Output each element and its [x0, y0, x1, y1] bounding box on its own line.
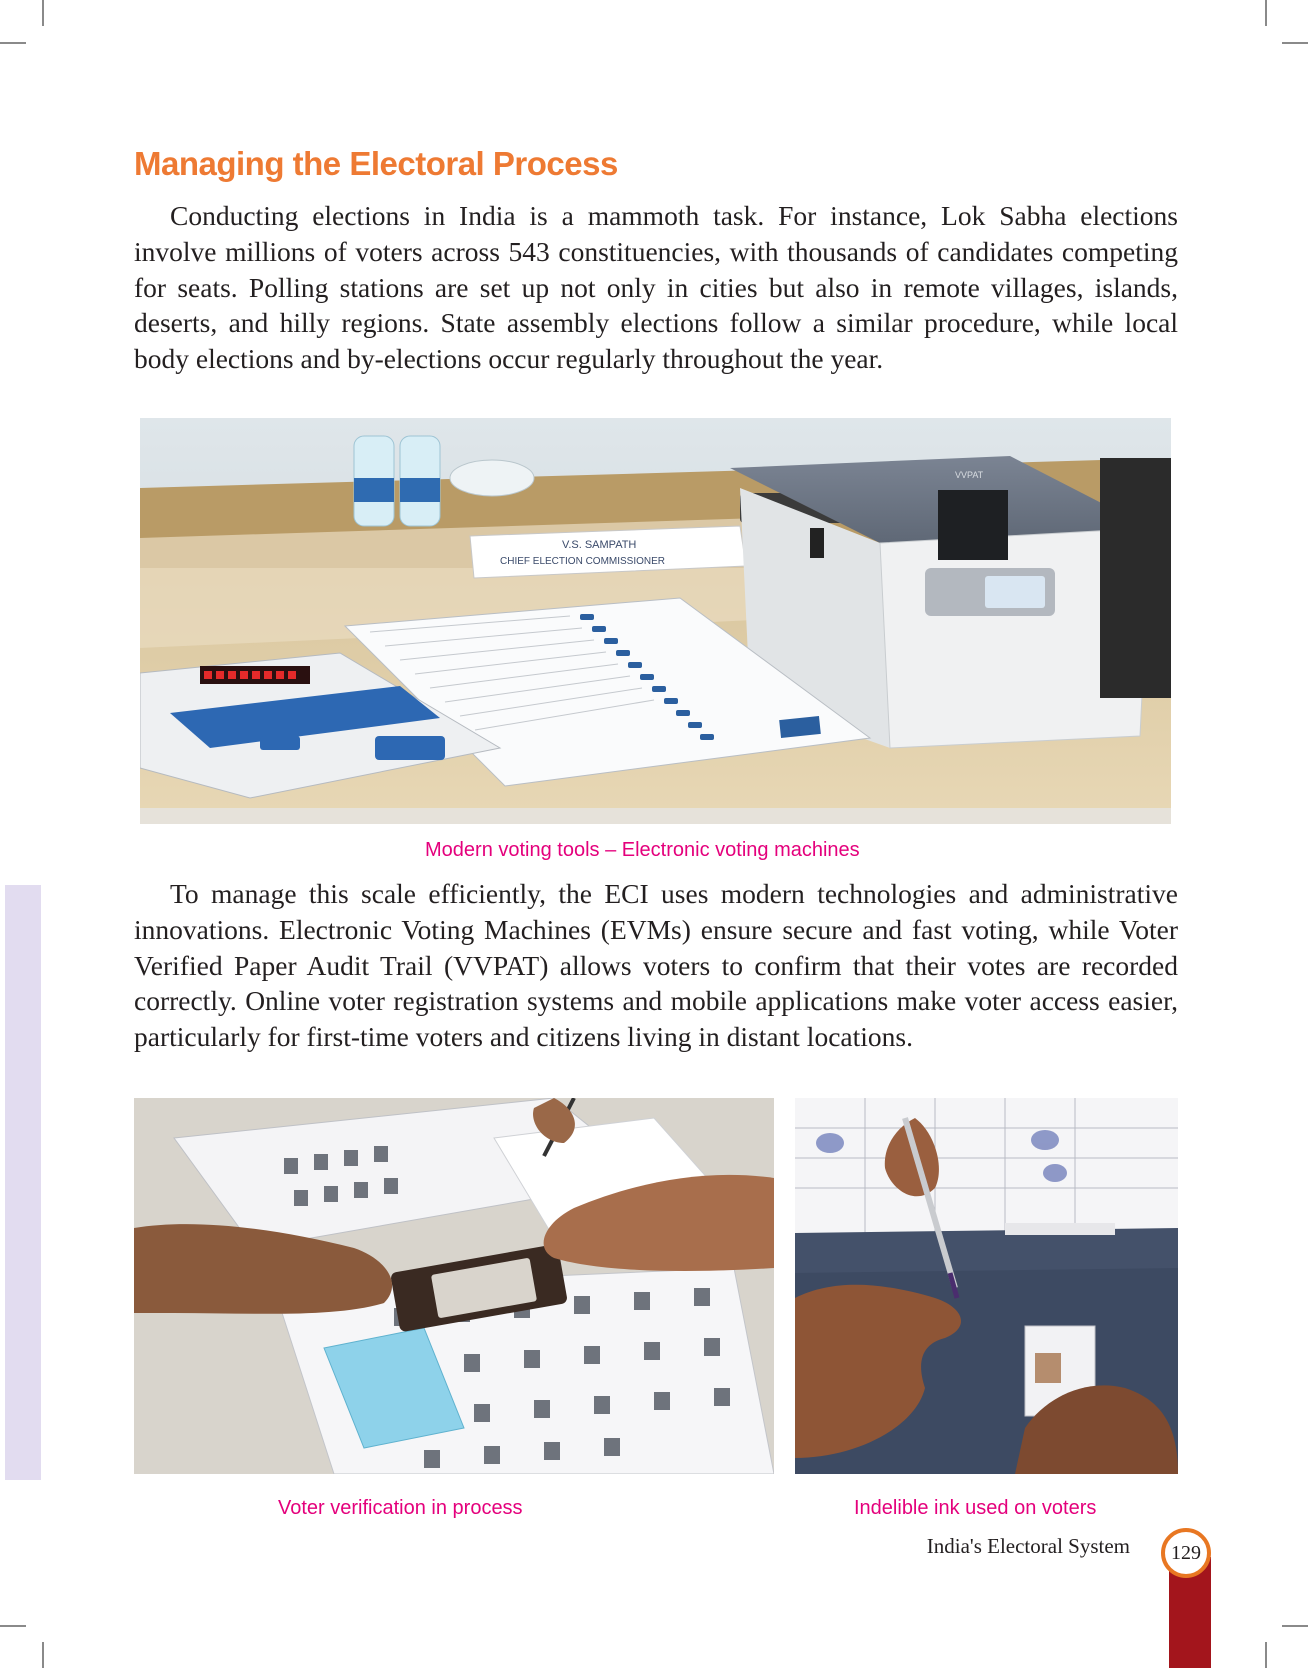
evm-illustration: [140, 418, 1171, 824]
crop-mark: [1265, 0, 1267, 26]
paragraph-intro: [134, 198, 1178, 377]
verification-caption: Voter verification in process: [278, 1497, 523, 1519]
crop-mark: [1282, 42, 1308, 44]
crop-mark: [1265, 1642, 1267, 1668]
vvpat-label: VVPAT: [955, 470, 984, 480]
crop-mark: [42, 0, 44, 26]
indelible-ink-illustration: [795, 1098, 1178, 1474]
margin-strip: [5, 885, 41, 1480]
crop-mark: [0, 1625, 26, 1627]
page-number: 129: [1161, 1528, 1211, 1578]
crop-mark: [0, 42, 26, 44]
evm-photo: [140, 418, 1171, 824]
voter-verification-illustration: [134, 1098, 774, 1474]
section-heading: Managing the Electoral Process: [134, 145, 618, 182]
ink-caption: Indelible ink used on voters: [854, 1497, 1097, 1519]
nameplate-line1: V.S. SAMPATH: [562, 539, 637, 551]
evm-caption: Modern voting tools – Electronic voting machines: [425, 839, 860, 861]
voter-verification-photo: [134, 1098, 774, 1474]
nameplate-line2: CHIEF ELECTION COMMISSIONER: [500, 556, 666, 567]
crop-mark: [42, 1642, 44, 1668]
crop-mark: [1282, 1625, 1308, 1627]
paragraph-technology: [134, 876, 1178, 1055]
indelible-ink-photo: [795, 1098, 1178, 1474]
paragraph-text: Conducting elections in India is a mammoth task. For instance, Lok Sabha elections involve millions of voters across 543 constituencies, with thousands of candidates competing for seats. Polling stations are set up not only in cities but also in remote villages, islands, deserts, and hilly regions. State assembly elections follow a similar procedure, while local body elections and by-elections occur regularly throughout the year.: [134, 200, 1178, 375]
footer-title: India's Electoral System: [926, 1534, 1130, 1558]
paragraph-text: To manage this scale efficiently, the ECI uses modern technologies and administrative innovations. Electronic Voting Machines (EVMs) ensure secure and fast voting, while Voter Verified Paper Audit Trail (VVPAT) allows voters to confirm that their votes are recorded correctly. Online voter registration systems and mobile applications make voter access easier, particularly for first-time voters and citizens living in distant locations.: [134, 878, 1178, 1053]
